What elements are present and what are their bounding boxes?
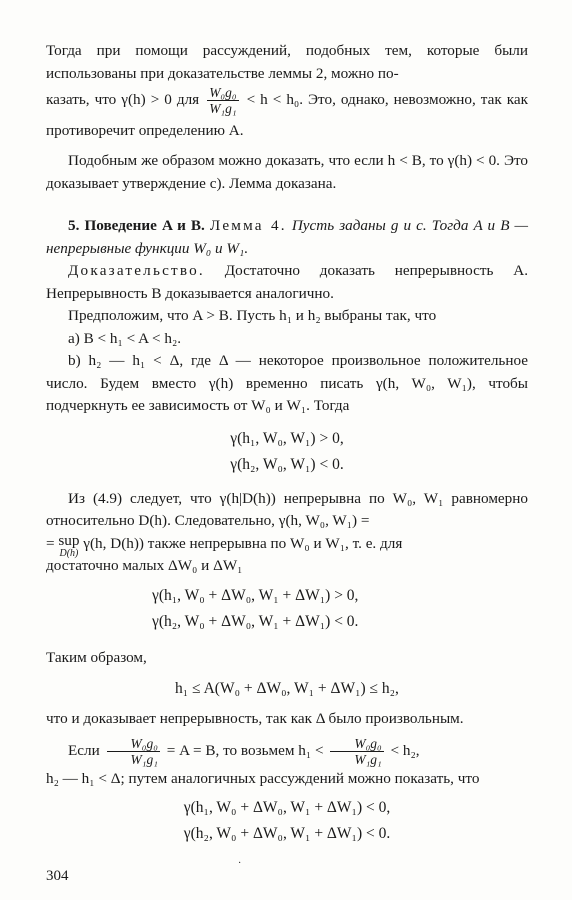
proof-text: Достаточно доказать непрерывность A. Непрерывность B доказывается аналогично. xyxy=(46,262,528,302)
equation-6: γ(h₁, W₀ + ΔW₀, W₁ + ΔW₁) < 0, xyxy=(183,798,391,816)
lemma-statement: Пусть заданы g и c. Тогда A и B — непрерывные функции W₀ и W₁. xyxy=(46,217,529,257)
sup-subscript: D(h) xyxy=(59,547,79,559)
paragraph-2: Подобным же образом можно доказать, что если h < B, то γ(h) < 0. Это доказывает утверждение с). Лемма доказана. xyxy=(46,152,528,192)
fraction xyxy=(330,736,383,767)
equation-4: γ(h₂, W₀ + ΔW₀, W₁ + ΔW₁) < 0. xyxy=(152,613,359,631)
text-fragment: γ(h, D(h)) также непрерывна по W₀ и W₁, т. е. для xyxy=(79,534,403,552)
equation-3: γ(h₁, W₀ + ΔW₀, W₁ + ΔW₁) > 0, xyxy=(152,587,359,605)
page-body xyxy=(46,40,528,847)
fraction-denominator: W₁g₁ xyxy=(354,752,382,768)
lemma-label: Лемма 4. xyxy=(209,217,287,235)
list-item-b: b) h₂ — h₁ < Δ, где Δ — некоторое произвольное положительное число. Будем вместо γ(h) временно писать γ(h, W₀, W₁), чтобы подчеркнуть ее зависимость от W₀ и W₁. Тогда xyxy=(46,352,528,415)
paragraph-5: Таким образом, xyxy=(46,649,147,667)
fraction-numerator: W₀g₀ xyxy=(330,736,383,752)
paragraph-3: Предположим, что A > B. Пусть h₁ и h₂ выбраны так, что xyxy=(68,307,437,325)
fraction-denominator: W₁g₁ xyxy=(209,101,237,117)
equation-2: γ(h₂, W₀, W₁) < 0. xyxy=(230,455,344,473)
proof-paragraph xyxy=(46,260,528,305)
fraction-numerator: W₀g₀ xyxy=(107,736,160,752)
text-fragment: < h₂, xyxy=(390,742,420,760)
list-item-a: a) B < h₁ < A < h₂. xyxy=(68,329,182,347)
paragraph-6: что и доказывает непрерывность, так как Δ было произвольным. xyxy=(46,709,464,727)
fraction xyxy=(107,736,160,767)
text-fragment: = xyxy=(46,534,59,552)
sup-operator: sup xyxy=(58,531,80,549)
paragraph-1b xyxy=(46,85,528,146)
paragraph-1a: Тогда при помощи рассуждений, подобных тем, которые были использованы при доказательстве леммы 2, можно по- xyxy=(46,42,528,82)
text-fragment: < h < h₀. Это, однако, невозможно, так как противоречит определению A. xyxy=(46,91,529,140)
page-number: 304 xyxy=(46,868,69,884)
text-fragment: = A = B, то возьмем h₁ < xyxy=(166,742,324,760)
fraction-denominator: W₁g₁ xyxy=(130,752,158,768)
equation-5: h₁ ≤ A(W₀ + ΔW₀, W₁ + ΔW₁) ≤ h₂, xyxy=(175,679,399,697)
fraction xyxy=(207,85,238,116)
equation-1: γ(h₁, W₀, W₁) > 0, xyxy=(230,429,344,447)
paragraph-7 xyxy=(46,734,528,768)
proof-label: Доказательство. xyxy=(68,262,205,280)
print-speck: · xyxy=(238,858,242,869)
paragraph-4a: Из (4.9) следует, что γ(h|D(h)) непрерывна по W₀, W₁ равномерно относительно D(h). Следовательно, γ(h, W₀, W₁) = xyxy=(46,489,528,530)
section-title: Поведение A и B. xyxy=(84,217,205,235)
paragraph-4c: достаточно малых ΔW₀ и ΔW₁ xyxy=(46,556,243,574)
fraction-numerator: W₀g₀ xyxy=(209,85,237,101)
text-fragment: Если xyxy=(68,742,100,760)
paragraph-8: h₂ — h₁ < Δ; путем аналогичных рассуждений можно показать, что xyxy=(46,770,480,788)
section-heading xyxy=(46,215,528,260)
section-number: 5. xyxy=(68,217,80,235)
text-fragment: казать, что γ(h) > 0 для xyxy=(46,91,200,108)
equation-7: γ(h₂, W₀ + ΔW₀, W₁ + ΔW₁) < 0. xyxy=(183,824,391,842)
